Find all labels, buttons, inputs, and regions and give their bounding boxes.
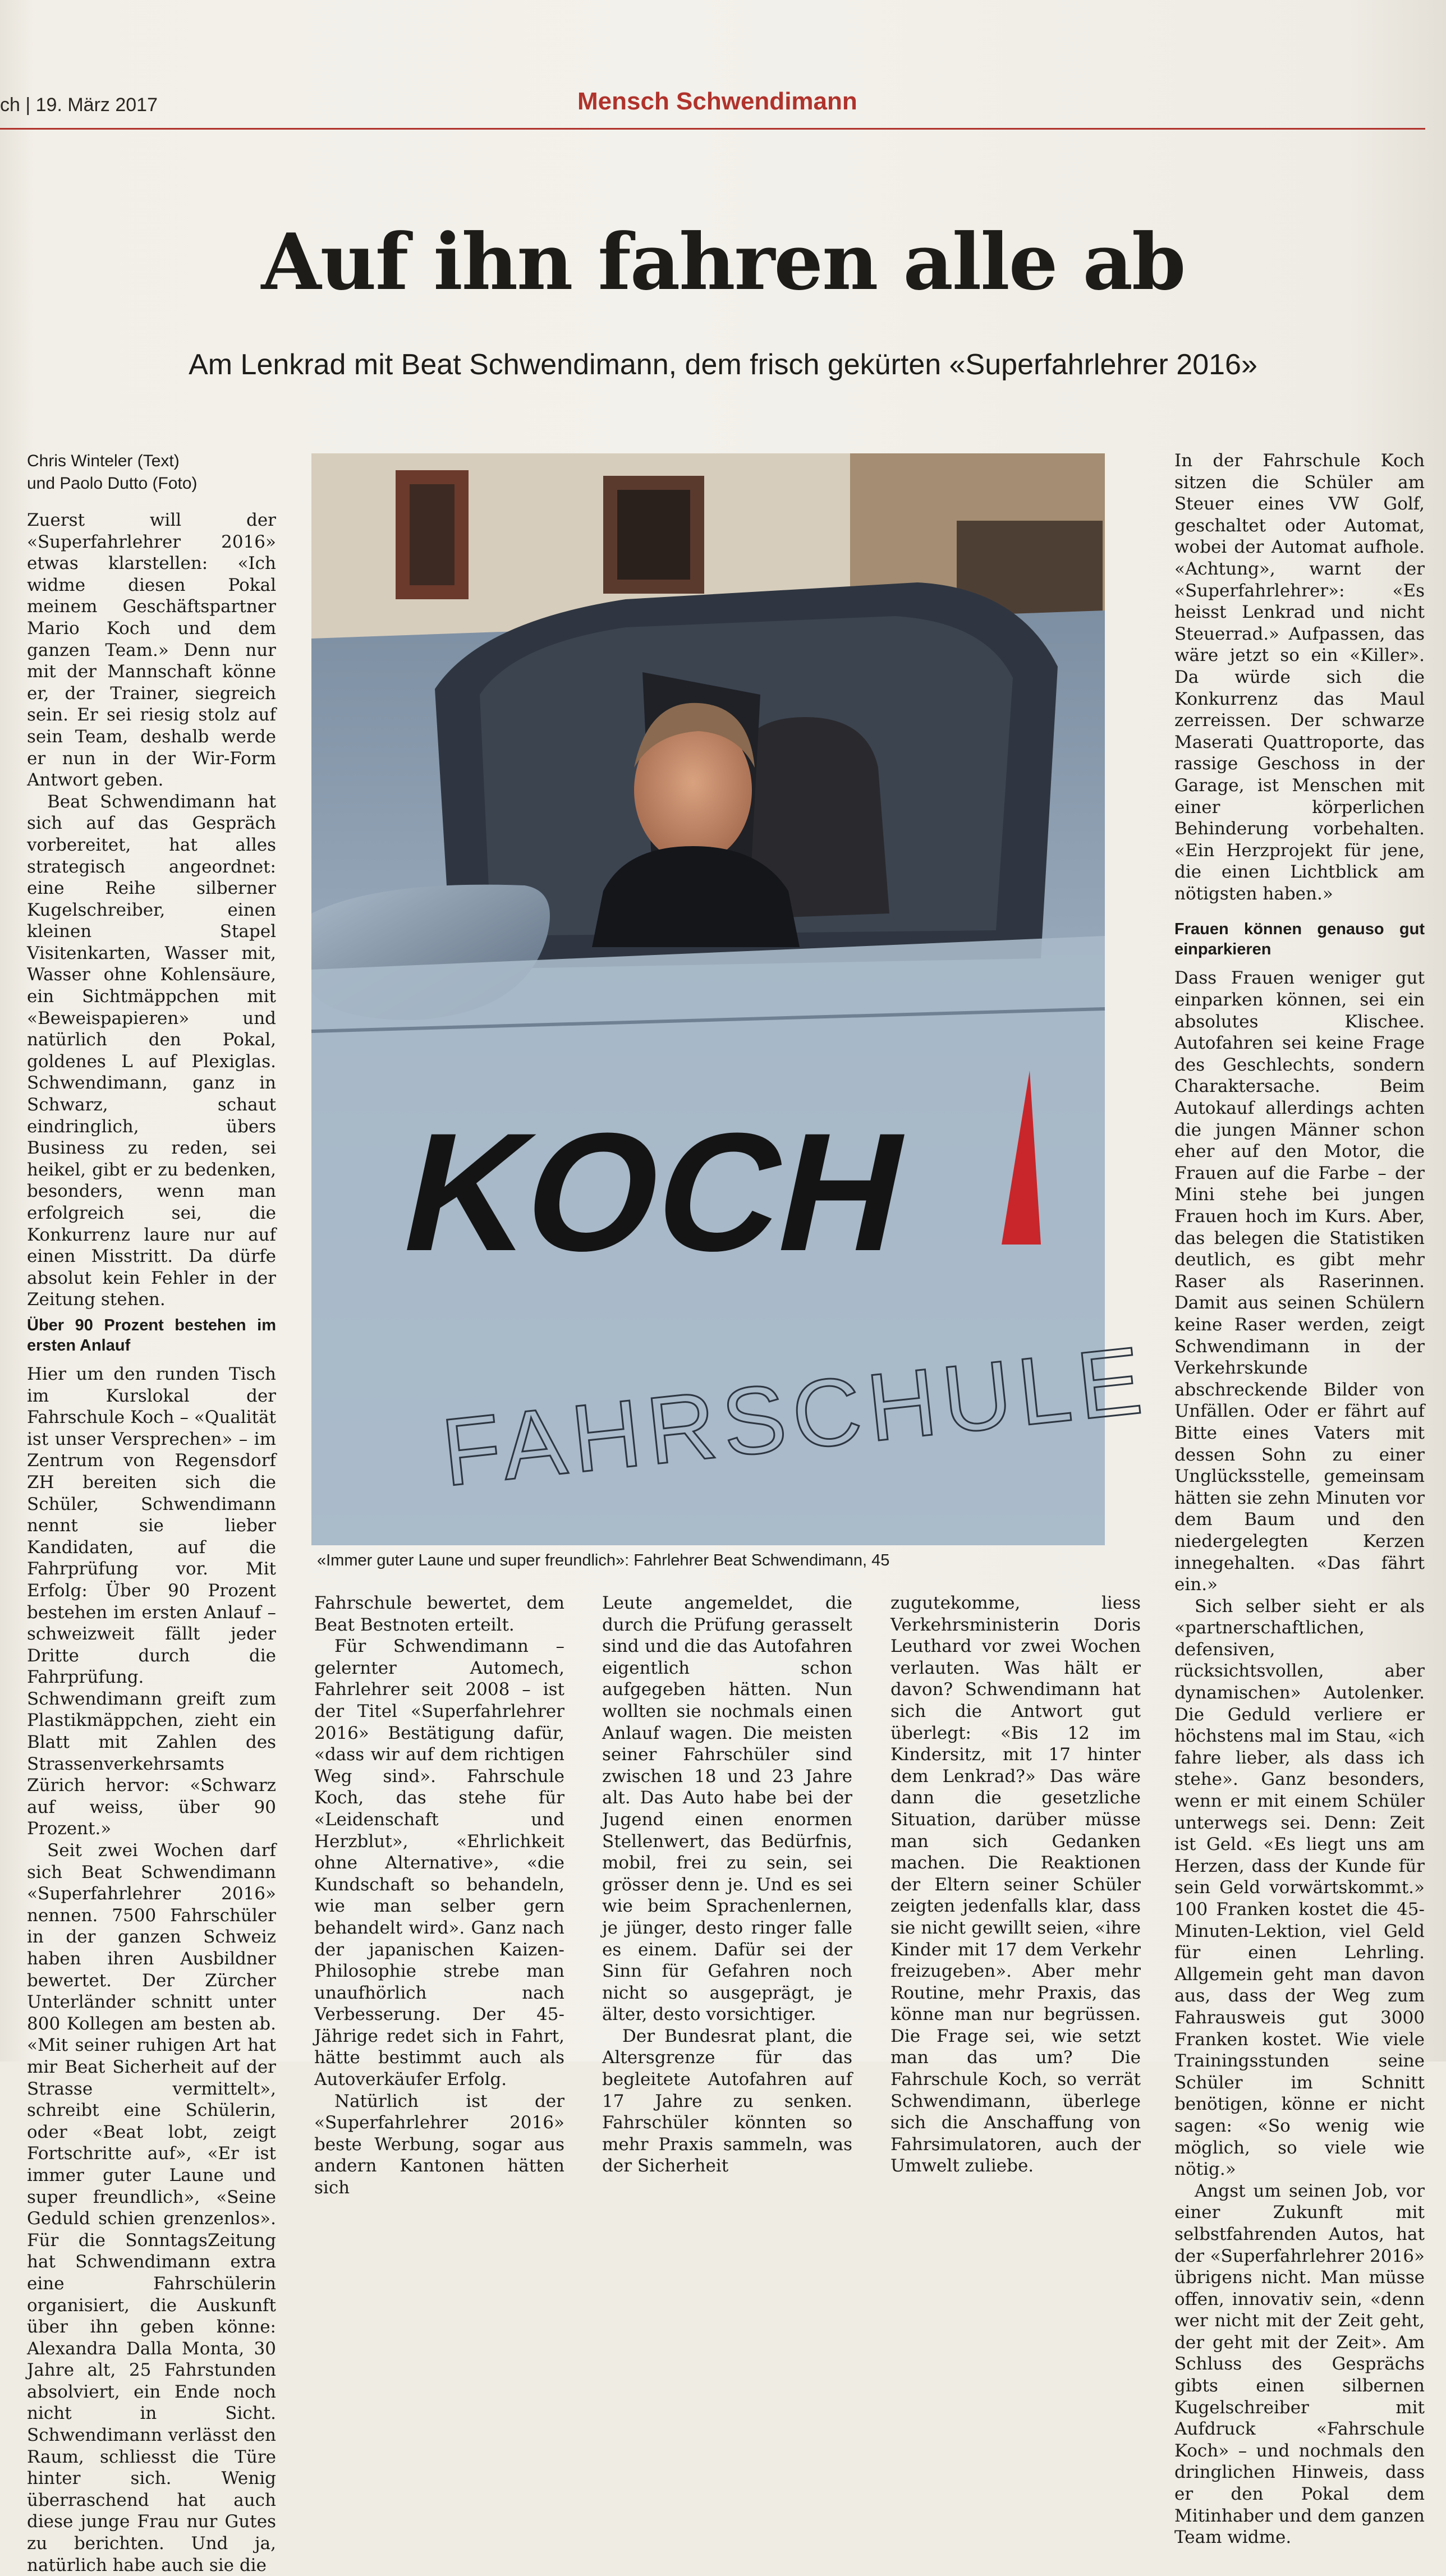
photo-driver-in-car xyxy=(311,453,1153,1545)
article-subtitle: Am Lenkrad mit Beat Schwendimann, dem frisch gekürten «Superfahrlehrer 2016» xyxy=(189,348,1257,381)
issue-date: ch | 19. März 2017 xyxy=(0,94,158,116)
paragraph: Dass Frauen weniger gut einparken können, sei ein absolutes Klischee. Autofahren sei keine Frage des Geschlechts, sondern Charaktersache. Beim Autokauf allerdings achten die jungen Männer schon eher auf den Motor, die Frauen auf die Farbe – der Mini stehe bei jungen Frauen hoch im Kurs. Aber, das belegen die Statistiken deutlich, es gibt mehr Raser als Raserinnen. Damit aus seinen Schülern keine Raser werden, zeigt Schwendimann in der Verkehrskunde abschreckende Bilder von Unfällen. Oder er fährt auf Bitte eines Vaters mit dessen Sohn zu einer Unglücksstelle, gemeinsam hätten sie zehn Minuten vor dem Baum und den niedergelegten Kerzen innegehalten. «Das fährt ein.» xyxy=(1174,968,1425,1595)
paragraph: In der Fahrschule Koch sitzen die Schüler am Steuer eines VW Golf, geschaltet oder Automat, wobei der Automat aufhole. «Achtung», warnt der «Superfahrlehrer»: «Es heisst Lenkrad und nicht Steuerrad.» Aufpassen, das wäre jetzt so ein «Killer». Da würde sich die Konkurrenz das Maul zerreissen. Der schwarze Maserati Quattroporte, das rassige Geschoss in der Garage, ist Menschen mit einer körperlichen Behinderung vorbehalten. «Ein Herzprojekt für jene, die einen Lichtblick am nötigsten haben.» xyxy=(1174,451,1425,904)
photo-caption: «Immer guter Laune und super freundlich»: Fahrlehrer Beat Schwendimann, 45 xyxy=(317,1551,890,1569)
paragraph: Zuerst will der «Superfahrlehrer 2016» etwas klarstellen: «Ich widme diesen Pokal meinem Geschäftspartner Mario Koch und dem ganzen Team.» Denn nur mit der Mannschaft könne er, der Trainer, siegreich sein. Er sei riesig stolz auf sein Team, deshalb werde er nun in der Wir-Form Antwort geben. xyxy=(27,510,276,791)
byline xyxy=(27,450,276,495)
car-logo-text: KOCH xyxy=(388,1098,924,1287)
article-column-3 xyxy=(602,1592,852,2176)
paragraph: Seit zwei Wochen darf sich Beat Schwendimann «Superfahrlehrer 2016» nennen. 7500 Fahrschüler in der ganzen Schweiz haben ihren Ausbildner bewertet. Der Zürcher Unterländer schnitt unter 800 Kollegen am besten ab. «Mit seiner ruhigen Art hat mir Beat Sicherheit auf der Strasse vermittelt», schreibt eine Schülerin, oder «Beat lobt, zeigt Fortschritte auf», «Er ist immer guter Laune und super freundlich», «Seine Geduld schien grenzenlos». Für die SonntagsZeitung hat Schwendimann extra eine Fahrschülerin organisiert, die Auskunft über ihn geben könne: Alexandra Dalla Monta, 30 Jahre alt, 25 Fahrstunden absolviert, ein Ende noch nicht in Sicht. Schwendimann verlässt den Raum, schliesst die Türe hinter sich. Wenig überraschend hat auch diese junge Frau nur Gutes zu berichten. Und ja, natürlich habe auch sie die xyxy=(27,1840,276,2575)
byline-author: Chris Winteler (Text) xyxy=(27,452,180,470)
paragraph: zugutekomme, liess Verkehrsministerin Doris Leuthard vor zwei Wochen verlauten. Was hält er davon? Schwendimann hat sich die Antwort gut überlegt: «Bis 12 im Kindersitz, mit 17 hinter dem Lenkrad?» Das wäre dann die gesetzliche Situation, darüber müsse man sich Gedanken machen. Die Reaktionen der Eltern seiner Schüler zeigten jedenfalls klar, dass sie nicht gewillt seien, «ihre Kinder mit 17 dem Verkehr freizugeben». Aber mehr Routine, mehr Praxis, das könne man nur begrüssen. Die Frage sei, wie setzt man das um? Die Fahrschule Koch, so verrät Schwendimann, überlege sich die Anschaffung von Fahrsimulatoren, auch der Umwelt zuliebe. xyxy=(890,1593,1141,2176)
paragraph: Angst um seinen Job, vor einer Zukunft mit selbstfahrenden Autos, hat der «Superfahrlehrer 2016» übrigens nicht. Man müsse offen, innovativ sein, «denn wer nicht mit der Zeit geht, der geht mit der Zeit». Am Schluss des Gesprächs gibts einen silbernen Kugelschreiber mit Aufdruck «Fahrschule Koch» – und nochmals den dringlichen Hinweis, dass er den Pokal dem Mitinhaber und dem ganzen Team widme. xyxy=(1174,2180,1425,2548)
paragraph: Sich selber sieht er als «partnerschaftlichen, defensiven, rücksichtsvollen, aber dynamischen» Autolenker. Die Geduld verliere er höchstens mal im Stau, «ich fahre lieber, als dass ich stehe». Ganz besonders, wenn er mit einem Schüler unterwegs sei. Denn: Zeit ist Geld. «Es liegt uns am Herzen, dass der Kunde für sein Geld vorwärtskommt.» 100 Franken kostet die 45-Minuten-Lektion, viel Geld für einen Lehrling. Allgemein geht man davon aus, dass der Weg zum Fahrausweis gut 3000 Franken kostet. Wie viele Trainingsstunden seine Schüler im Schnitt benötigen, könne er nicht sagen: «So wenig wie möglich, so viele wie nötig.» xyxy=(1174,1596,1425,2180)
paragraph: Für Schwendimann – gelernter Automech, Fahrlehrer seit 2008 – ist der Titel «Superfahrlehrer 2016» Bestätigung dafür, «dass wir auf dem richtigen Weg sind». Fahrschule Koch, das stehe für «Leidenschaft und Herzblut», «Ehrlichkeit ohne Alternative», «die Kundschaft so behandeln, wie man selber gern behandelt wird». Ganz nach der japanischen Kaizen-Philosophie strebe man unaufhörlich nach Verbesserung. Der 45-Jährige redet sich in Fahrt, hätte bestimmt auch als Autoverkäufer Erfolg. xyxy=(314,1636,564,2090)
paragraph: Fahrschule bewertet, dem Beat Bestnoten erteilt. xyxy=(314,1593,564,1635)
section-subhead: Über 90 Prozent bestehen im ersten Anlauf xyxy=(27,1316,276,1354)
section-subhead: Frauen können genauso gut einparkieren xyxy=(1174,920,1425,959)
paragraph: Natürlich ist der «Superfahrlehrer 2016» beste Werbung, sogar aus andern Kantonen hätten sich xyxy=(314,2091,564,2198)
section-title: Mensch Schwendimann xyxy=(577,88,857,115)
article-photo xyxy=(311,453,1153,1545)
article-headline: Auf ihn fahren alle ab xyxy=(261,216,1185,307)
paragraph: Der Bundesrat plant, die Altersgrenze für das begleitete Autofahren auf 17 Jahre zu senken. Fahrschüler könnten so mehr Praxis sammeln, was der Sicherheit xyxy=(602,2026,852,2176)
byline-photographer: und Paolo Dutto (Foto) xyxy=(27,474,198,493)
header-rule xyxy=(0,128,1425,130)
paragraph: Beat Schwendimann hat sich auf das Gespräch vorbereitet, hat alles strategisch angeordnet: eine Reihe silberner Kugelschreiber, einen kleinen Stapel Visitenkarten, Wasser mit, Wasser ohne Kohlensäure, ein Sichtmäppchen mit «Beweispapieren» und natürlich den Pokal, goldenes L auf Plexiglas. Schwendimann, ganz in Schwarz, schaut eindringlich, übers Business zu reden, sei heikel, gibt er zu bedenken, besonders, wenn man erfolgreich sei, die Konkurrenz laure nur auf einen Misstritt. Da dürfe absolut kein Fehler in der Zeitung stehen. xyxy=(27,791,276,1310)
article-column-5 xyxy=(1174,450,1425,2548)
article-column-4 xyxy=(890,1592,1141,2176)
article-column-2 xyxy=(314,1592,564,2198)
car-logo-subtext: FAHRSCHULE xyxy=(437,1326,1153,1507)
article-column-1 xyxy=(27,450,276,2575)
paragraph: Leute angemeldet, die durch die Prüfung gerasselt sind und die das Autofahren eigentlich schon aufgegeben hätten. Nun wollten sie nochmals einen Anlauf wagen. Die meisten seiner Fahrschüler sind zwischen 18 und 23 Jahre alt. Das Auto habe bei der Jugend einen enormen Stellenwert, das Bedürfnis, mobil, frei zu sein, sei grösser denn je. Und es sei wie beim Sprachenlernen, je jünger, desto ringer falle es einem. Dafür sei der Sinn für Gefahren noch nicht so ausgeprägt, je älter, desto vorsichtiger. xyxy=(602,1593,852,2025)
paragraph: Hier um den runden Tisch im Kurslokal der Fahrschule Koch – «Qualität ist unser Versprechen» – im Zentrum von Regensdorf ZH bereiten sich die Schüler, Schwendimann nennt sie lieber Kandidaten, auf die Fahrprüfung vor. Mit Erfolg: Über 90 Prozent bestehen im ersten Anlauf – schweizweit fällt jeder Dritte durch die Fahrprüfung. Schwendimann greift zum Plastikmäppchen, zieht ein Blatt mit Zahlen des Strassenverkehrsamts Zürich hervor: «Schwarz auf weiss, über 90 Prozent.» xyxy=(27,1363,276,1839)
